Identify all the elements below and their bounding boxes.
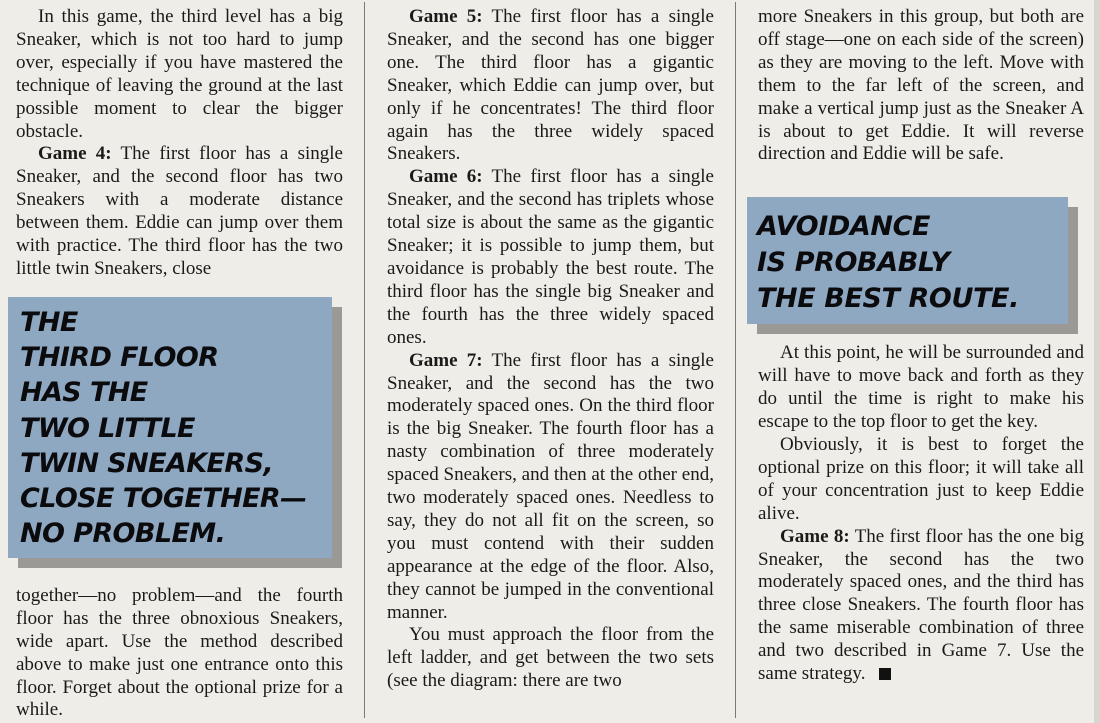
pullquote-avoidance — [747, 197, 1068, 324]
pullquote-line: CLOSE TOGETHER— — [20, 483, 307, 515]
column-2 — [387, 6, 714, 693]
paragraph-text: The first floor has a single Sneaker, and the second floor has two Sneakers with a moderate distance between them. Eddie can jump over them with practice. The third floor has the two little twin Sneakers, close — [16, 143, 343, 279]
pullquote-line: THE BEST ROUTE. — [757, 283, 1019, 314]
paragraph: At this point, he will be surrounded and will have to move back and forth as they do until the time is right to make his escape to the top floor to get the key. — [758, 342, 1084, 433]
paragraph-continued: together—no problem—and the fourth floor has the three obnoxious Sneakers, wide apart. Use the method described above to make just one entrance onto this floor. Forget about the optional prize for a while. — [16, 584, 343, 721]
pullquote-line: HAS THE — [20, 377, 148, 409]
paragraph-game-7 — [387, 350, 714, 625]
pullquote-line: IS PROBABLY — [757, 247, 950, 278]
pullquote-line: THE — [20, 307, 78, 338]
pullquote-line: TWIN SNEAKERS, — [20, 447, 274, 479]
game-heading: Game 5: — [409, 6, 483, 27]
column-divider — [735, 2, 736, 718]
paragraph: You must approach the floor from the left ladder, and get between the two sets (see the diagram: there are two — [387, 624, 714, 692]
paragraph-text: The first floor has a single Sneaker, and the second has triplets whose total size is about the same as the gigantic Sneaker; it is possible to jump them, but avoidance is probably the best route. The third floor has the single big Sneaker and the fourth has the three widely spaced ones. — [387, 166, 714, 348]
pullquote-line: NO PROBLEM. — [20, 518, 226, 550]
pullquote-line: THIRD FLOOR — [20, 342, 219, 374]
paragraph-continued: more Sneakers in this group, but both are off stage—one on each side of the screen) as they are moving to the left. Move with them to the far left of the screen, and make a vertical jump just as the Sneaker A is about to get Eddie. It will reverse direction and Eddie will be safe. — [758, 6, 1084, 165]
pullquote-line: AVOIDANCE — [757, 211, 931, 242]
paragraph-text: The first floor has the one big Sneaker, the second has the two moderately spaced ones, and the third has three close Sneakers. The fourth floor has the same miserable combination of three and two described in Game 7. Use the same strategy. — [758, 525, 1084, 685]
column-divider — [364, 2, 365, 718]
paragraph-game-5 — [387, 6, 714, 166]
game-heading: Game 7: — [409, 349, 483, 371]
paragraph: Obviously, it is best to forget the optional prize on this floor; it will take all of your concentration just to keep Eddie alive. — [758, 433, 1084, 524]
end-mark-icon — [879, 668, 891, 680]
paragraph-game-8 — [758, 526, 1084, 686]
paragraph-text: The first floor has a single Sneaker, and the second has one bigger one. The third floor has a gigantic Sneaker, which Eddie can jump over, but only if he concentrates! The third floor again has the three widely spaced Sneakers. — [387, 6, 714, 165]
game-heading: Game 6: — [409, 166, 483, 188]
paragraph-game-6 — [387, 166, 714, 349]
pullquote-third-floor — [8, 297, 332, 558]
paragraph: In this game, the third level has a big Sneaker, which is not too hard to jump over, especially if you have mastered the technique of leaving the ground at the last possible moment to clear the bigger obstacle. — [16, 6, 343, 142]
page-edge — [1094, 0, 1100, 723]
game-heading: Game 8: — [780, 525, 850, 547]
paragraph-text: The first floor has a single Sneaker, and the second has the two moderately spaced ones. On the third floor is the big Sneaker. The fourth floor has a nasty combination of three moderately spaced Sneakers, and then at the other end, two moderately spaced ones. Needless to say, they do not all fit on the screen, so you must contend with their sudden appearance at the edge of the floor. Also, they cannot be jumped in the conventional manner. — [387, 349, 714, 623]
column-3 — [758, 6, 1084, 686]
game-heading: Game 4: — [38, 143, 112, 165]
paragraph-game-4 — [16, 143, 343, 280]
pullquote-line: TWO LITTLE — [20, 412, 195, 444]
